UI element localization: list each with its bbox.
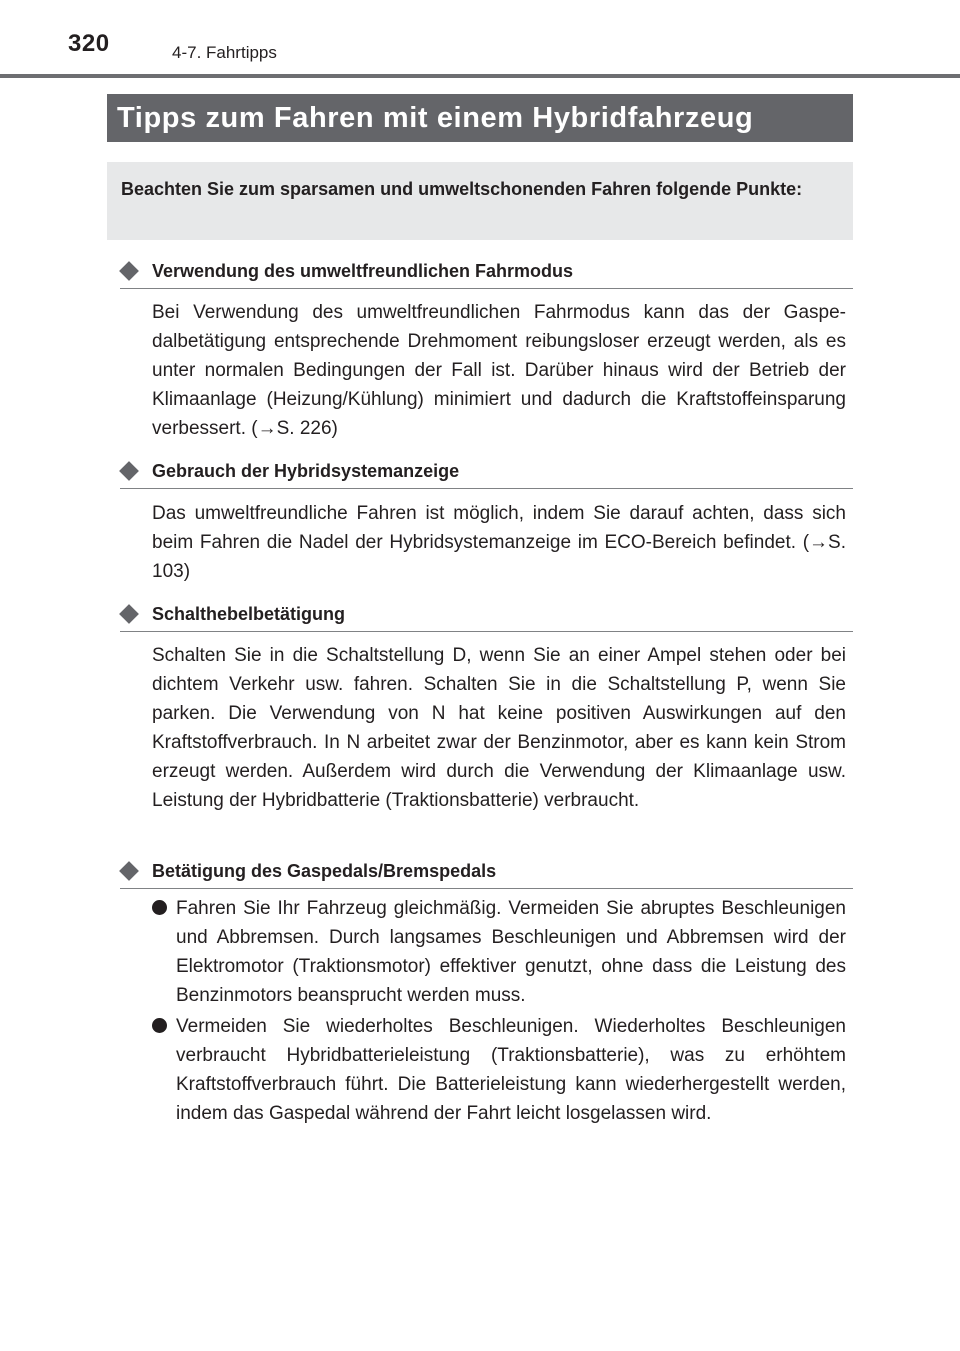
intro-text: Beachten Sie zum sparsamen und umweltschonenden Fahren folgende Punkte: [121,179,803,199]
subheading-text: Betätigung des Gaspedals/Bremspedals [152,861,497,881]
section-label: 4-7. Fahrtipps [172,43,277,62]
header-rule [0,74,960,78]
intro-box [107,162,853,240]
diamond-bullet-icon [119,861,139,881]
page-title: Tipps zum Fahren mit einem Hybridfahrzeug [107,94,853,142]
paragraph-eco-mode: Bei Verwendung des umweltfreundlichen Fahrmodus kann das der Gaspedalbetätigung entsprechende Drehmoment reibungsloser erzeugt werden, als es unter normalen Bedingungen der Fall ist. Darüber hinaus wird der Betrieb der Klimaanlage (Heizung/Kühlung) minimiert und dadurch die Kraftstoffeinsparung verbessert. (→S. 226) [152,302,846,439]
diamond-bullet-icon [119,604,139,624]
paragraph-hybrid-indicator: Das umweltfreundliche Fahren ist möglich, indem Sie darauf achten, dass sich beim Fahren die Nadel der Hybridsystemanzeige im ECO-Bereich befindet. (→S. 103) [152,503,846,582]
round-bullet-icon [152,1018,167,1033]
subheading-pedals [120,858,853,889]
subheading-eco-mode [120,258,853,289]
subheading-text: Schalthebelbetätigung [152,604,346,624]
subheading-shift-lever [120,601,853,632]
round-bullet-icon [152,900,167,915]
list-item-text: Vermeiden Sie wiederholtes Beschleunigen. Wiederholtes Beschleunigen verbraucht Hybridbatterieleistung (Traktionsbatterie), was zu erhöhtem Kraftstoffverbrauch führt. Die Batterieleistung kann wiederhergestellt werden, indem das Gaspedal während der Fahrt leicht losgelassen wird. [176,1016,846,1124]
list-item-text: Fahren Sie Ihr Fahrzeug gleichmäßig. Vermeiden Sie abruptes Beschleunigen und Abbremsen. Durch langsames Beschleunigen und Abbremsen wird der Elektromotor (Traktionsmotor) effektiver genutzt, ohne dass die Leistung des Benzinmotors beansprucht werden muss. [176,898,846,1006]
subheading-text: Verwendung des umweltfreundlichen Fahrmodus [152,261,574,281]
list-item [152,1012,846,1128]
diamond-bullet-icon [119,261,139,281]
subheading-text: Gebrauch der Hybridsystemanzeige [152,461,460,481]
diamond-bullet-icon [119,461,139,481]
paragraph-shift-lever: Schalten Sie in die Schaltstellung D, wenn Sie an einer Ampel stehen oder bei dichtem Verkehr usw. fahren. Schalten Sie in die Schaltstellung P, wenn Sie parken. Die Verwendung von N hat keine positiven Auswirkungen auf den Kraftstoffverbrauch. In N arbeitet zwar der Benzinmotor, aber es kann kein Strom erzeugt werden. Außerdem wird durch die Verwendung der Klimaanlage usw. Leistung der Hybridbatterie (Traktionsbatterie) verbraucht. [152,645,846,811]
subheading-hybrid-indicator [120,458,853,489]
page-number: 320 [68,30,110,57]
list-item [152,894,846,1010]
